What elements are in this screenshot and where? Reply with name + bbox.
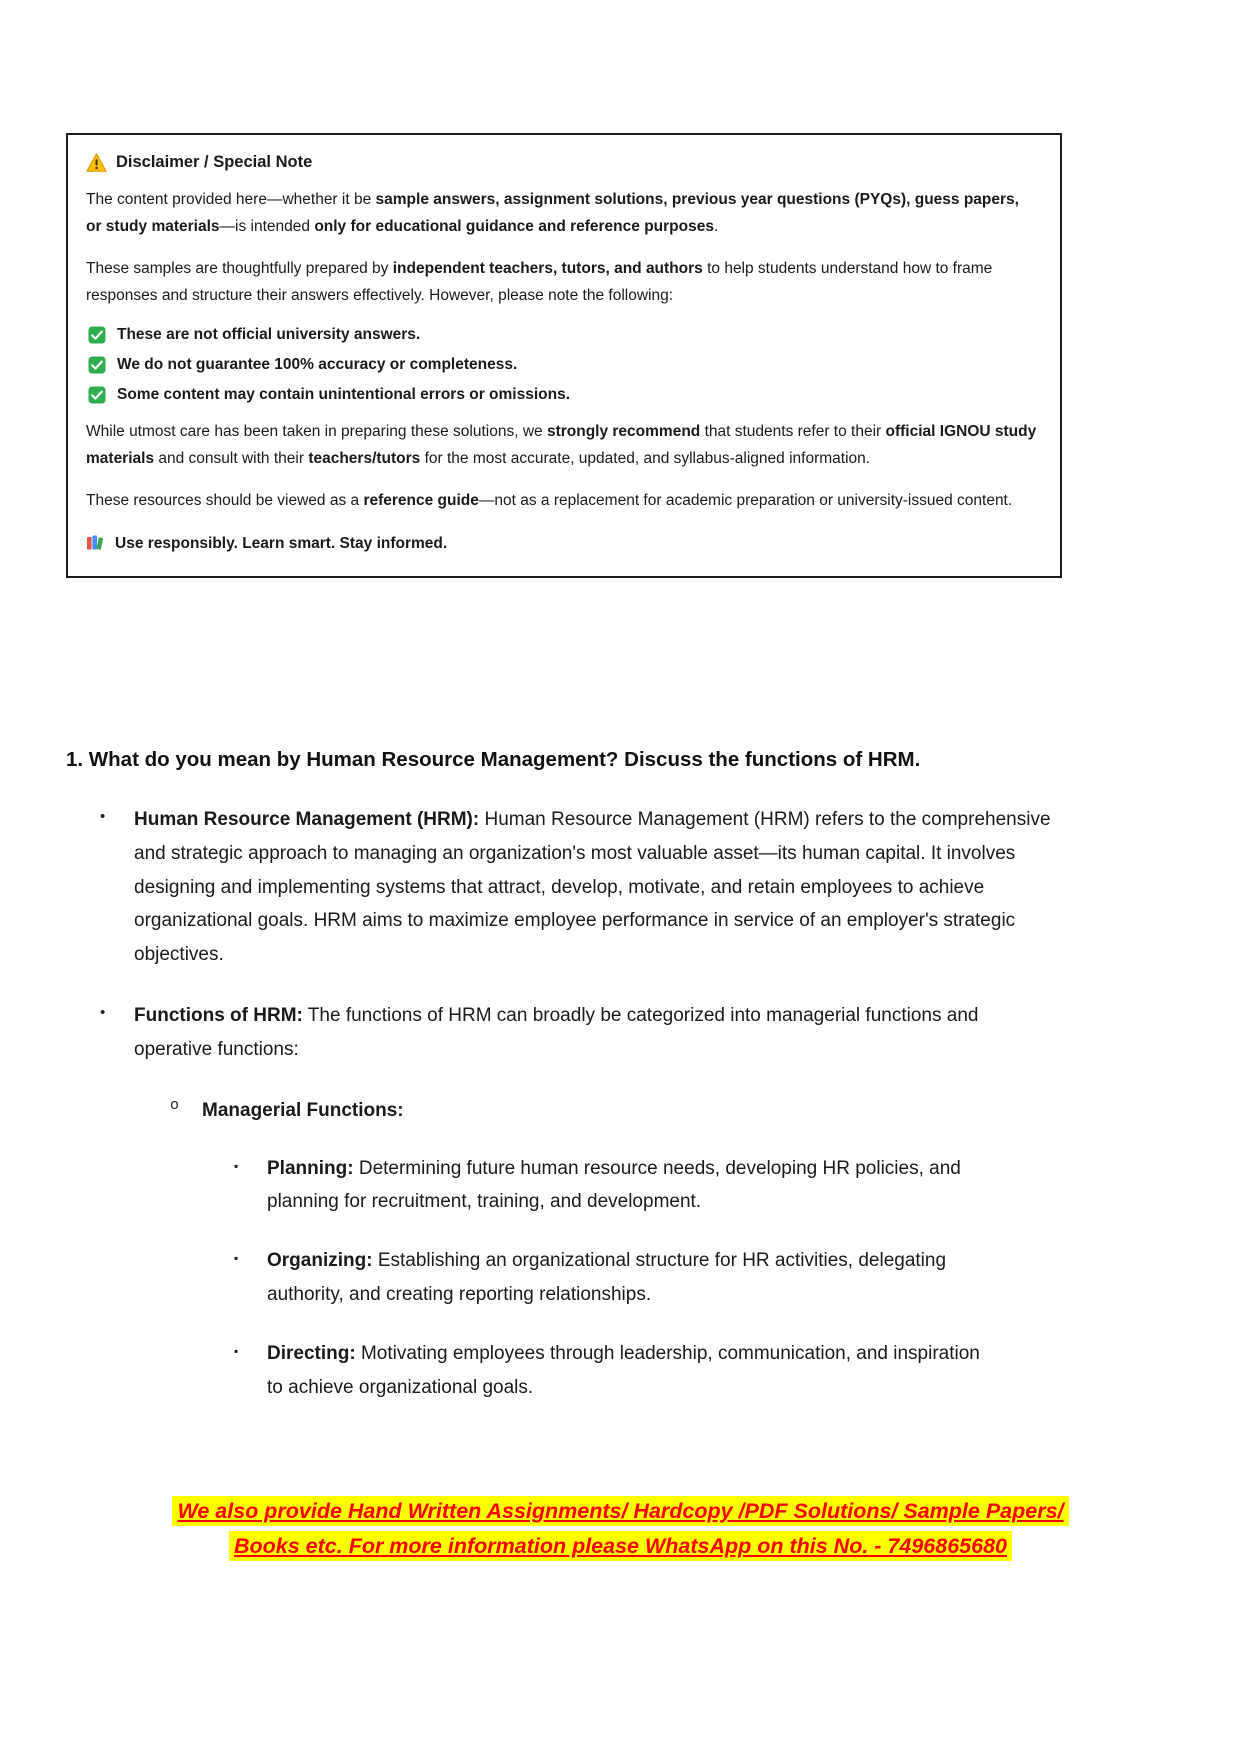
checklist-item: [88, 386, 1038, 404]
checklist-item: [88, 356, 1038, 374]
bullet-marker: ▪: [234, 1158, 239, 1173]
bullet-item: [100, 999, 1176, 1067]
checklist-text: Some content may contain unintentional errors or omissions.: [117, 385, 571, 403]
bullet-marker: o: [170, 1096, 180, 1114]
footer-line: Books etc. For more information please WhatsApp on this No. - 7496865680: [229, 1531, 1012, 1561]
bullet-text: Human Resource Management (HRM): Human Resource Management (HRM) refers to the comprehensive and strategic approach to managing an organization's most valuable asset—its human capital. It involves designing and implementing systems that attract, develop, motivate, and retain employees to achieve organizational goals. HRM aims to maximize employee performance in service of an employer's strategic objectives.: [134, 809, 1051, 966]
disclaimer-title: Disclaimer / Special Note: [116, 153, 313, 171]
footer-line: We also provide Hand Written Assignments/ Hardcopy /PDF Solutions/ Sample Papers/: [172, 1496, 1068, 1526]
disclaimer-checklist: [88, 326, 1038, 404]
checklist-text: We do not guarantee 100% accuracy or completeness.: [117, 355, 518, 373]
sub-sub-bullet-item: [234, 1152, 1176, 1220]
footer-banner: [66, 1494, 1175, 1564]
footer-line-wrap: [66, 1494, 1175, 1529]
usage-note-row: [86, 533, 1038, 556]
sub-bullet-text: Managerial Functions:: [202, 1099, 404, 1121]
bullet-marker: ▪: [234, 1343, 239, 1358]
check-icon: [88, 386, 106, 404]
bullet-marker: •: [100, 1004, 106, 1022]
disclaimer-paragraph: These resources should be viewed as a reference guide—not as a replacement for academic preparation or university-issued content.: [86, 491, 1013, 509]
checklist-item: [88, 326, 1038, 344]
footer-line-wrap: [66, 1529, 1175, 1564]
sub-sub-bullet-text: Planning: Determining future human resource needs, developing HR policies, and planning for recruitment, training, and development.: [267, 1157, 961, 1213]
checklist-text: These are not official university answers.: [117, 325, 421, 343]
disclaimer-title-row: [86, 153, 1038, 172]
books-icon: [86, 533, 105, 556]
sub-sub-bullet-item: [234, 1337, 1176, 1405]
warning-icon: [86, 153, 107, 172]
bullet-text: Functions of HRM: The functions of HRM can broadly be categorized into managerial functions and operative functions:: [134, 1005, 979, 1060]
sub-sub-bullet-text: Organizing: Establishing an organizational structure for HR activities, delegating authority, and creating reporting relationships.: [267, 1250, 947, 1305]
usage-note-text: Use responsibly. Learn smart. Stay informed.: [115, 535, 448, 553]
disclaimer-paragraph: The content provided here—whether it be sample answers, assignment solutions, previous year questions (PYQs), guess papers, or study materials—is intended only for educational guidance and reference purposes.: [86, 191, 1019, 235]
bullet-marker: ▪: [234, 1251, 239, 1266]
check-icon: [88, 326, 106, 344]
sub-bullet-item: [170, 1094, 1176, 1128]
check-icon: [88, 356, 106, 374]
disclaimer-paragraph: While utmost care has been taken in preparing these solutions, we strongly recommend that students refer to their official IGNOU study materials and consult with their teachers/tutors for the most accurate, updated, and syllabus-aligned information.: [86, 422, 1037, 467]
sub-sub-bullet-item: [234, 1244, 1176, 1312]
disclaimer-box: [66, 133, 1062, 578]
question-heading: 1. What do you mean by Human Resource Management? Discuss the functions of HRM.: [66, 748, 921, 771]
disclaimer-paragraph: These samples are thoughtfully prepared by independent teachers, tutors, and authors to help students understand how to frame responses and structure their answers effectively. However, please note the following:: [86, 259, 993, 304]
sub-sub-bullet-text: Directing: Motivating employees through leadership, communication, and inspiration to achieve organizational goals.: [267, 1342, 980, 1398]
answer-body: [66, 803, 1176, 1429]
bullet-item: [100, 803, 1176, 972]
bullet-marker: •: [100, 808, 106, 825]
